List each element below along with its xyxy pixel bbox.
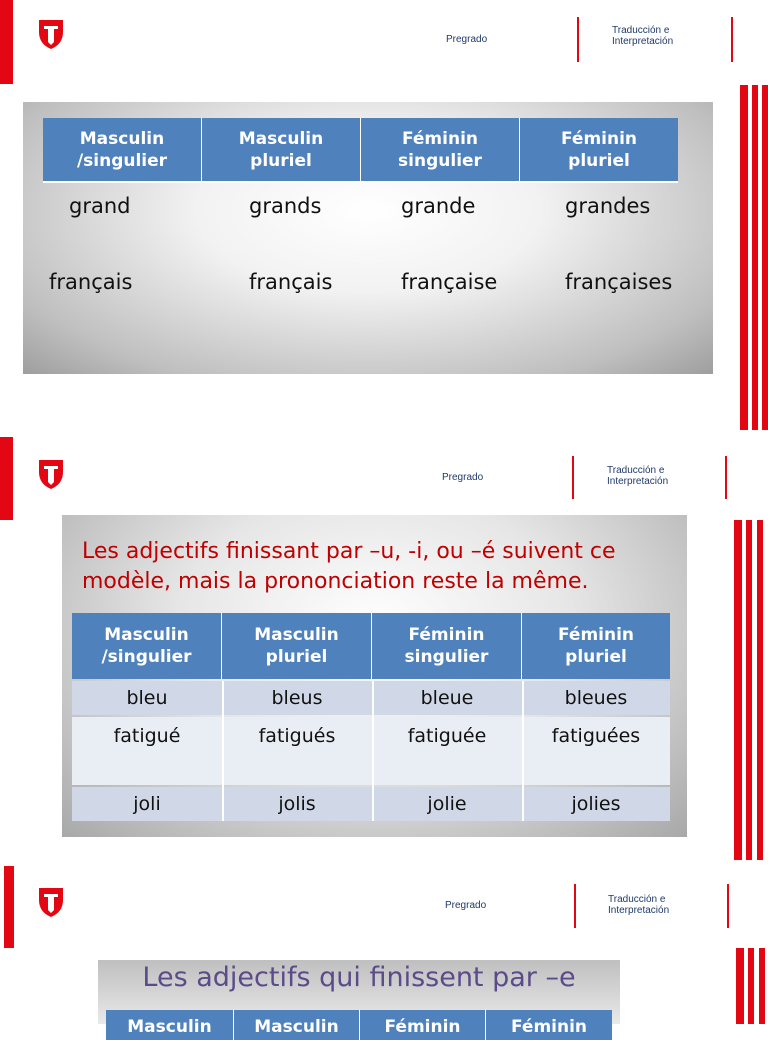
table-header-cell: Féminin pluriel [520,118,678,181]
table-cell: joli [133,793,161,815]
table-cell: françaises [565,270,673,294]
header-pregrado: Pregrado [445,900,487,911]
table-header-cell: Féminin [486,1010,612,1040]
header-program: Traducción e Interpretación [612,25,674,47]
page3-left-red-bar [4,866,14,948]
table-header-cell: Féminin [360,1010,486,1040]
table-cell: grand [69,194,131,218]
table-header-cell: Masculin [234,1010,360,1040]
page3-right-stripe [748,948,754,1024]
table-header-cell: Masculin pluriel [222,613,372,679]
table-cell: française [401,270,498,294]
university-shield-logo-icon [38,458,64,490]
page1-left-red-bar [0,0,13,84]
table-cell: bleues [564,687,628,709]
table-cell: grands [249,194,322,218]
header-pregrado: Pregrado [442,472,484,483]
slide-masculin-feminin-table [23,102,713,374]
table-cell: bleue [420,687,474,709]
slide-title: Les adjectifs qui finissent par –e [142,962,576,993]
table-cell: jolies [571,793,621,815]
table-cell: fatigué [113,725,181,747]
table-header-cell: Masculin /singulier [72,613,222,679]
table-header-cell: Masculin /singulier [43,118,202,181]
table-cell: jolie [427,793,467,815]
page2-right-stripe [734,520,742,860]
table-cell: français [49,270,133,294]
page3-right-stripe [736,948,744,1024]
table-cell: grande [401,194,476,218]
header-divider [577,17,579,62]
header-pregrado: Pregrado [446,34,488,45]
page1-right-stripe [740,85,748,430]
table-cell: bleu [126,687,168,709]
page3-right-stripe [759,948,765,1024]
table-header-cell: Féminin singulier [361,118,520,181]
slide-adjectifs-e [98,960,620,1037]
table-header-underline [43,181,678,183]
table-cell: jolis [278,793,316,815]
table-header-cell: Masculin [106,1010,234,1040]
header-divider-right [731,17,733,62]
table-cell: grandes [565,194,651,218]
page1-right-stripe [762,85,768,430]
header-divider-right [727,884,729,928]
table-cell: fatigués [258,725,336,747]
page2-right-stripe [757,520,763,860]
table-cell: français [249,270,333,294]
university-shield-logo-icon [38,886,64,918]
table-cell: bleus [271,687,323,709]
slide-adjectifs-u-i-e [62,515,687,837]
header-divider [574,884,576,928]
table-header-cell: Masculin pluriel [202,118,361,181]
table-cell: fatiguées [551,725,641,747]
university-shield-logo-icon [38,18,64,50]
table-cell: fatiguée [407,725,487,747]
table-header-cell: Féminin singulier [372,613,522,679]
page2-right-stripe [746,520,752,860]
header-divider-right [725,456,727,499]
header-program: Traducción e Interpretación [607,465,669,487]
table-header-cell: Féminin pluriel [522,613,670,679]
page1-right-stripe [752,85,758,430]
page2-left-red-bar [0,437,13,520]
header-divider [572,456,574,499]
header-program: Traducción e Interpretación [608,894,670,916]
slide-title: Les adjectifs finissant par –u, -i, ou –é suivent ce modèle, mais la prononciation reste la même. [82,539,616,594]
